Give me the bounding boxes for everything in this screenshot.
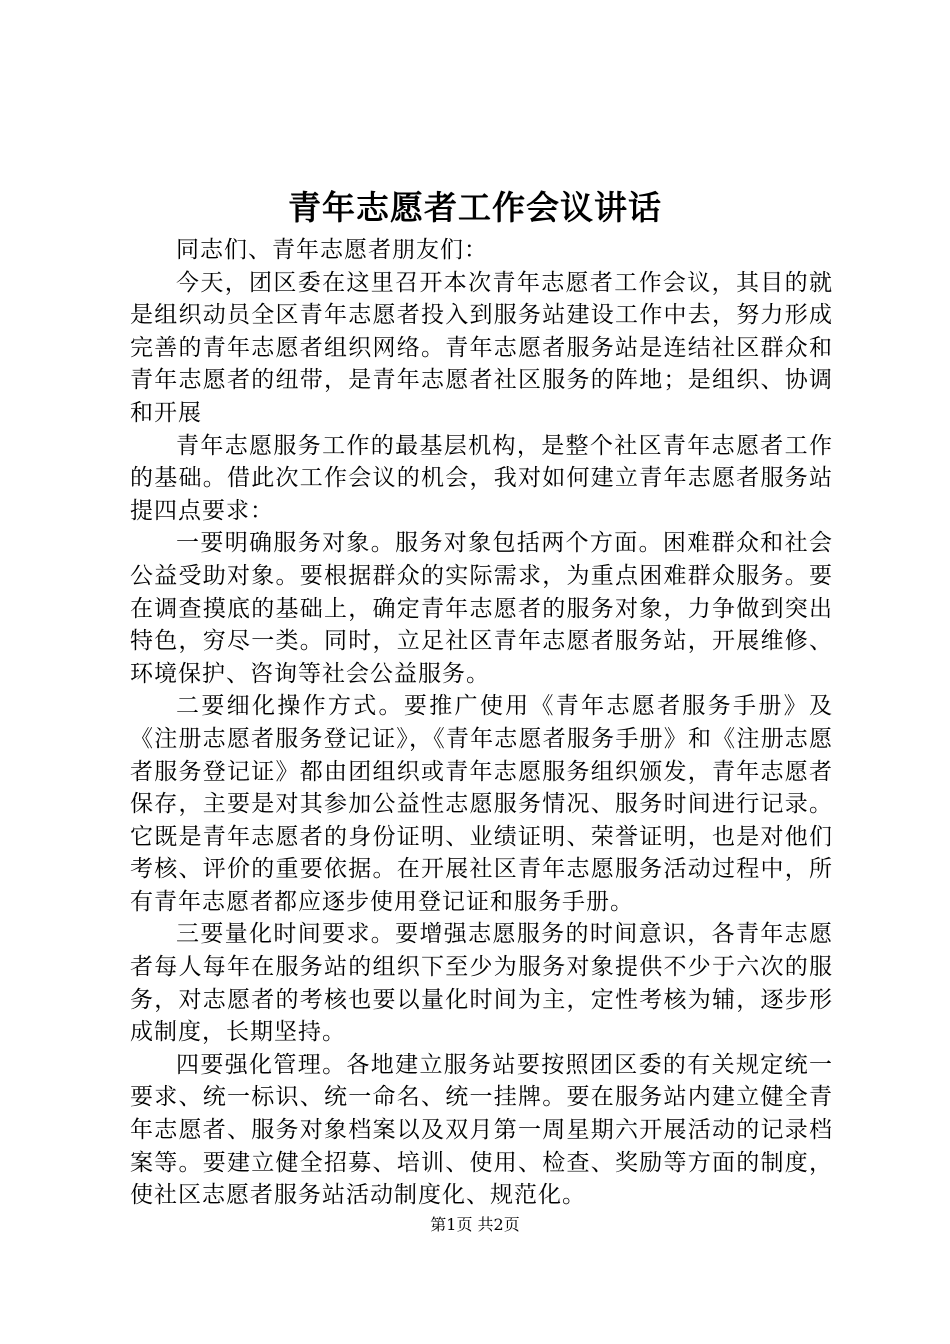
paragraph: 今天，团区委在这里召开本次青年志愿者工作会议，其目的就是组织动员全区青年志愿者投入到服务站建设工作中去，努力形成完善的青年志愿者组织网络。青年志愿者服务站是连结社区群众和青年志愿者的纽带，是青年志愿者社区服务的阵地；是组织、协调和开展 [130, 269, 833, 426]
document-body [130, 234, 833, 1212]
paragraph-salutation: 同志们、青年志愿者朋友们： [176, 237, 488, 263]
document-title: 青年志愿者工作会议讲话 [288, 188, 662, 227]
paragraph: 二要细化操作方式。要推广使用《青年志愿者服务手册》及《注册志愿者服务登记证》，《青年志愿者服务手册》和《注册志愿者服务登记证》都由团组织或青年志愿服务组织颁发，青年志愿者保存，主要是对其参加公益性志愿服务情况、服务时间进行记录。它既是青年志愿者的身份证明、业绩证明、荣誉证明，也是对他们考核、评价的重要依据。在开展社区青年志愿服务活动过程中，所有青年志愿者都应逐步使用登记证和服务手册。 [130, 693, 833, 915]
paragraph: 四要强化管理。各地建立服务站要按照团区委的有关规定统一要求、统一标识、统一命名、统一挂牌。要在服务站内建立健全青年志愿者、服务对象档案以及双月第一周星期六开展活动的记录档案等。要建立健全招募、培训、使用、检查、奖励等方面的制度，使社区志愿者服务站活动制度化、规范化。 [130, 1051, 833, 1209]
paragraph: 青年志愿服务工作的最基层机构，是整个社区青年志愿者工作的基础。借此次工作会议的机会，我对如何建立青年志愿者服务站提四点要求： [130, 432, 833, 524]
paragraph: 一要明确服务对象。服务对象包括两个方面。困难群众和社会公益受助对象。要根据群众的实际需求，为重点困难群众服务。要在调查摸底的基础上，确定青年志愿者的服务对象，力争做到突出特色，穷尽一类。同时，立足社区青年志愿者服务站，开展维修、环境保护、咨询等社会公益服务。 [130, 530, 833, 687]
page-number-footer: 第1页 共2页 [430, 1215, 520, 1234]
paragraph: 三要量化时间要求。要增强志愿服务的时间意识，各青年志愿者每人每年在服务站的组织下至少为服务对象提供不少于六次的服务，对志愿者的考核也要以量化时间为主，定性考核为辅，逐步形成制度，长期坚持。 [130, 921, 833, 1046]
